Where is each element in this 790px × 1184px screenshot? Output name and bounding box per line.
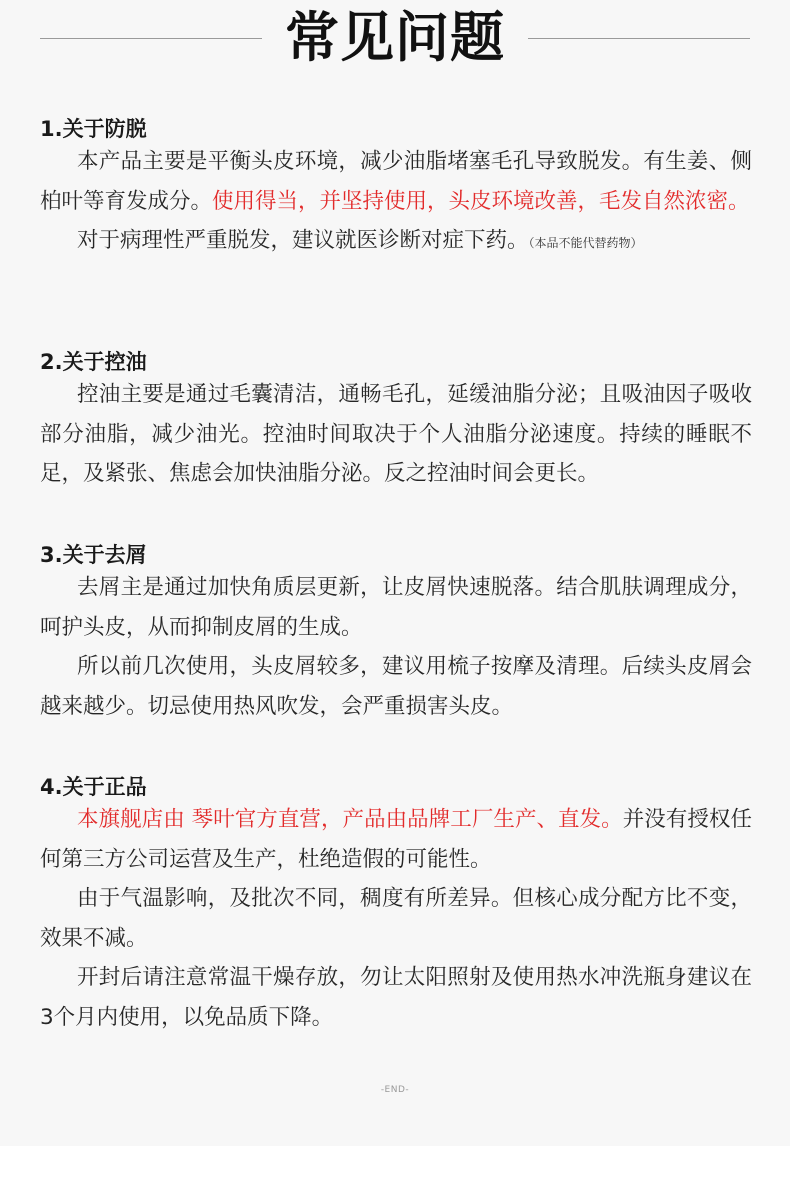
- paragraph: 控油主要是通过毛囊清洁，通畅毛孔，延缓油脂分泌；且吸油因子吸收部分油脂，减少油光。控油时间取决于个人油脂分泌速度。持续的睡眠不足，及紧张、焦虑会加快油脂分泌。反之控油时间会更长。: [40, 382, 752, 486]
- paragraph: [40, 142, 752, 221]
- section-dandruff: [40, 542, 752, 726]
- paragraph: 开封后请注意常温干燥存放，勿让太阳照射及使用热水冲洗瓶身建议在3个月内使用，以免品质下降。: [40, 965, 752, 1030]
- paragraph-text: 本产品主要是平衡头皮环境，减少油脂堵塞毛孔导致脱发。有生姜、侧柏叶等育发成分。: [40, 149, 752, 214]
- section-heading: 2.关于控油: [40, 350, 147, 374]
- paragraph: 由于气温影响，及批次不同，稠度有所差异。但核心成分配方比不变，效果不减。: [40, 886, 752, 951]
- section-heading: 3.关于去屑: [40, 543, 147, 567]
- section-anti-hair-loss: [40, 116, 752, 264]
- paragraph: [40, 800, 752, 879]
- end-marker: -END-: [380, 1085, 410, 1095]
- paragraph-text: 并没有授权任何第三方公司运营及生产，杜绝造假的可能性。: [40, 807, 752, 872]
- paragraph: 所以前几次使用，头皮屑较多，建议用梳子按摩及清理。后续头皮屑会越来越少。切忌使用热风吹发，会严重损害头皮。: [40, 654, 752, 719]
- header-divider-right: [528, 38, 750, 39]
- paragraph-text: 对于病理性严重脱发，建议就医诊断对症下药。: [77, 228, 529, 253]
- bottom-margin: [0, 1146, 790, 1184]
- paragraph: [40, 221, 752, 264]
- highlight-text: 使用得当，并坚持使用，头皮环境改善，毛发自然浓密。: [212, 188, 750, 214]
- paragraph: 去屑主是通过加快角质层更新，让皮屑快速脱落。结合肌肤调理成分，呵护头皮，从而抑制皮屑的生成。: [40, 575, 752, 640]
- header-divider-left: [40, 38, 262, 39]
- section-authenticity: [40, 774, 752, 1037]
- section-heading: 4.关于正品: [40, 775, 147, 799]
- page-header: [0, 0, 790, 78]
- highlight-text: 本旗舰店由 琴叶官方直营，产品由品牌工厂生产、直发。: [77, 807, 623, 832]
- small-note: （本品不能代替药物）: [528, 236, 643, 250]
- page-title: 常见问题: [285, 6, 505, 69]
- section-oil-control: [40, 349, 752, 494]
- section-heading: 1.关于防脱: [40, 117, 147, 141]
